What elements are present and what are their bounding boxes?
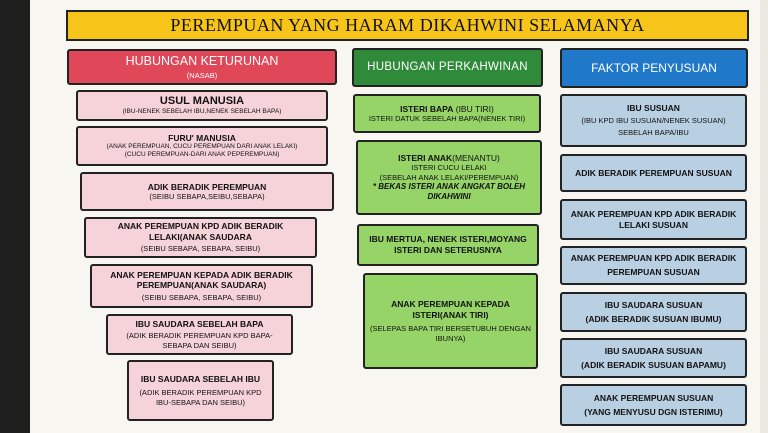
nasab-item-anak-saudara-perempuan [90, 264, 313, 308]
nasab-item-ibu-saudara-bapa [106, 314, 293, 355]
perkahwinan-item-main-rest: (IBU TIRI) [453, 103, 494, 114]
perkahwinan-item-main: ISTERI ANAK [398, 152, 453, 163]
penyusuan-item-main2: PEREMPUAN SUSUAN [607, 267, 700, 277]
penyusuan-item-ibu-susuan [560, 94, 747, 147]
penyusuan-item-anak-adik-perempuan [560, 246, 747, 285]
nasab-item-sub: (IBU-NENEK SEBELAH IBU,NENEK SEBELAH BAPA) [122, 108, 282, 116]
penyusuan-item-main2: (ADIK BERADIK SUSUAN BAPAMU) [581, 359, 726, 370]
nasab-item-usul [76, 90, 328, 121]
nasab-item-main: USUL MANUSIA [159, 94, 245, 107]
penyusuan-item-sub: (IBU KPD IBU SUSUAN/NENEK SUSUAN) [581, 115, 726, 125]
penyusuan-item-adik-beradik [560, 154, 747, 192]
right-margin-strip [760, 0, 768, 433]
perkahwinan-header-label: HUBUNGAN PERKAHWINAN [367, 61, 528, 74]
penyusuan-item-ibu-saudara-bapa [560, 338, 747, 378]
penyusuan-item-main2: (ADIK BERADIK SUSUAN IBUMU) [585, 313, 722, 324]
perkahwinan-item-isteri-bapa [353, 94, 541, 133]
nasab-item-main: IBU SAUDARA SEBELAH BAPA [135, 318, 264, 329]
perkahwinan-item-isteri-anak [356, 140, 542, 215]
penyusuan-item-anak-adik-lelaki [560, 199, 747, 240]
nasab-item-sub: (SEIBU SEBAPA,SEIBU,SEBAPA) [149, 192, 265, 202]
nasab-item-main: ANAK PEREMPUAN KEPADA ADIK BERADIK PEREMPUAN(ANAK SAUDARA) [110, 269, 293, 291]
perkahwinan-item-sub: ISTERI DATUK SEBELAH BAPA(NENEK TIRI) [368, 114, 526, 124]
perkahwinan-item-main: IBU MERTUA, NENEK ISTERI,MOYANG ISTERI DAN SETERUSNYA [369, 234, 527, 255]
perkahwinan-item-main: ANAK PEREMPUAN KEPADA ISTERI(ANAK TIRI) [391, 299, 510, 320]
nasab-item-sub2: (CUCU PEREMPUAN-DARI ANAK PEPEREMPUAN) [124, 151, 280, 159]
nasab-header-sub: (NASAB) [186, 71, 218, 81]
perkahwinan-item-main-rest: (MENANTU) [452, 152, 500, 163]
perkahwinan-item-anak-tiri [363, 273, 538, 369]
penyusuan-item-main: ANAK PEREMPUAN KPD ADIK BERADIK LELAKI SUSUAN [570, 208, 737, 230]
nasab-item-ibu-saudara-ibu [127, 360, 274, 421]
nasab-item-adik-beradik [80, 172, 334, 211]
left-dark-bar [0, 0, 30, 433]
penyusuan-item-main: ANAK PEREMPUAN SUSUAN [593, 392, 714, 403]
penyusuan-header [560, 48, 748, 88]
penyusuan-item-ibu-saudara-ibu [560, 292, 747, 332]
nasab-item-sub: (ANAK PEREMPUAN, CUCU PEREMPUAN DARI ANAK LELAKI) [106, 143, 298, 151]
penyusuan-item-main: ANAK PEREMPUAN KPD ADIK BERADIK [570, 253, 737, 264]
page-title: PEREMPUAN YANG HARAM DIKAHWINI SELAMANYA [66, 10, 749, 41]
perkahwinan-item-sub: (SELEPAS BAPA TIRI BERSETUBUH DENGAN IBUNYA) [370, 324, 531, 343]
nasab-item-main: FURU' MANUSIA [168, 132, 236, 143]
penyusuan-item-main: IBU SAUDARA SUSUAN [604, 299, 703, 310]
nasab-item-main: ANAK PEREMPUAN KPD ADIK BERADIK LELAKI(ANAK SAUDARA [117, 221, 284, 242]
nasab-item-anak-saudara-lelaki [84, 217, 317, 258]
perkahwinan-header [352, 48, 543, 87]
penyusuan-item-anak-susuan [560, 384, 747, 426]
perkahwinan-item-sub: ISTERI CUCU LELAKI [411, 163, 487, 173]
penyusuan-header-label: FAKTOR PENYUSUAN [591, 60, 717, 75]
penyusuan-item-main2: (YANG MENYUSU DGN ISTERIMU) [584, 406, 723, 417]
perkahwinan-item-sub2: (SEBELAH ANAK LELAKI/PEREMPUAN) [379, 172, 519, 182]
penyusuan-item-main: IBU SUSUAN [627, 103, 680, 114]
nasab-item-sub: (SEIBU SEBAPA, SEBAPA, SEIBU) [140, 244, 261, 254]
nasab-item-main: IBU SAUDARA SEBELAH IBU [140, 373, 261, 384]
perkahwinan-item-main: ISTERI BAPA [400, 103, 454, 114]
perkahwinan-item-ibu-mertua [357, 224, 539, 266]
nasab-item-sub: (ADIK BERADIK PEREMPUAN KPD BAPA-SEBAPA DAN SEIBU) [126, 331, 273, 350]
nasab-item-sub: (SEIBU SEBAPA, SEBAPA, SEIBU) [141, 292, 262, 302]
penyusuan-item-main: IBU SAUDARA SUSUAN [604, 345, 703, 356]
nasab-header-label: HUBUNGAN KETURUNAN [125, 53, 279, 68]
nasab-item-furu [76, 126, 328, 166]
nasab-header [67, 49, 337, 85]
penyusuan-item-main: ADIK BERADIK PEREMPUAN SUSUAN [575, 167, 732, 178]
nasab-item-sub: (ADIK BERADIK PEREMPUAN KPD IBU-SEBAPA DAN SEIBU) [139, 388, 262, 407]
penyusuan-item-sub2: SEBELAH BAPA/IBU [618, 128, 689, 138]
perkahwinan-item-note: * BEKAS ISTERI ANAK ANGKAT BOLEH DIKAHWINI [372, 182, 526, 202]
nasab-item-main: ADIK BERADIK PEREMPUAN [147, 181, 267, 192]
